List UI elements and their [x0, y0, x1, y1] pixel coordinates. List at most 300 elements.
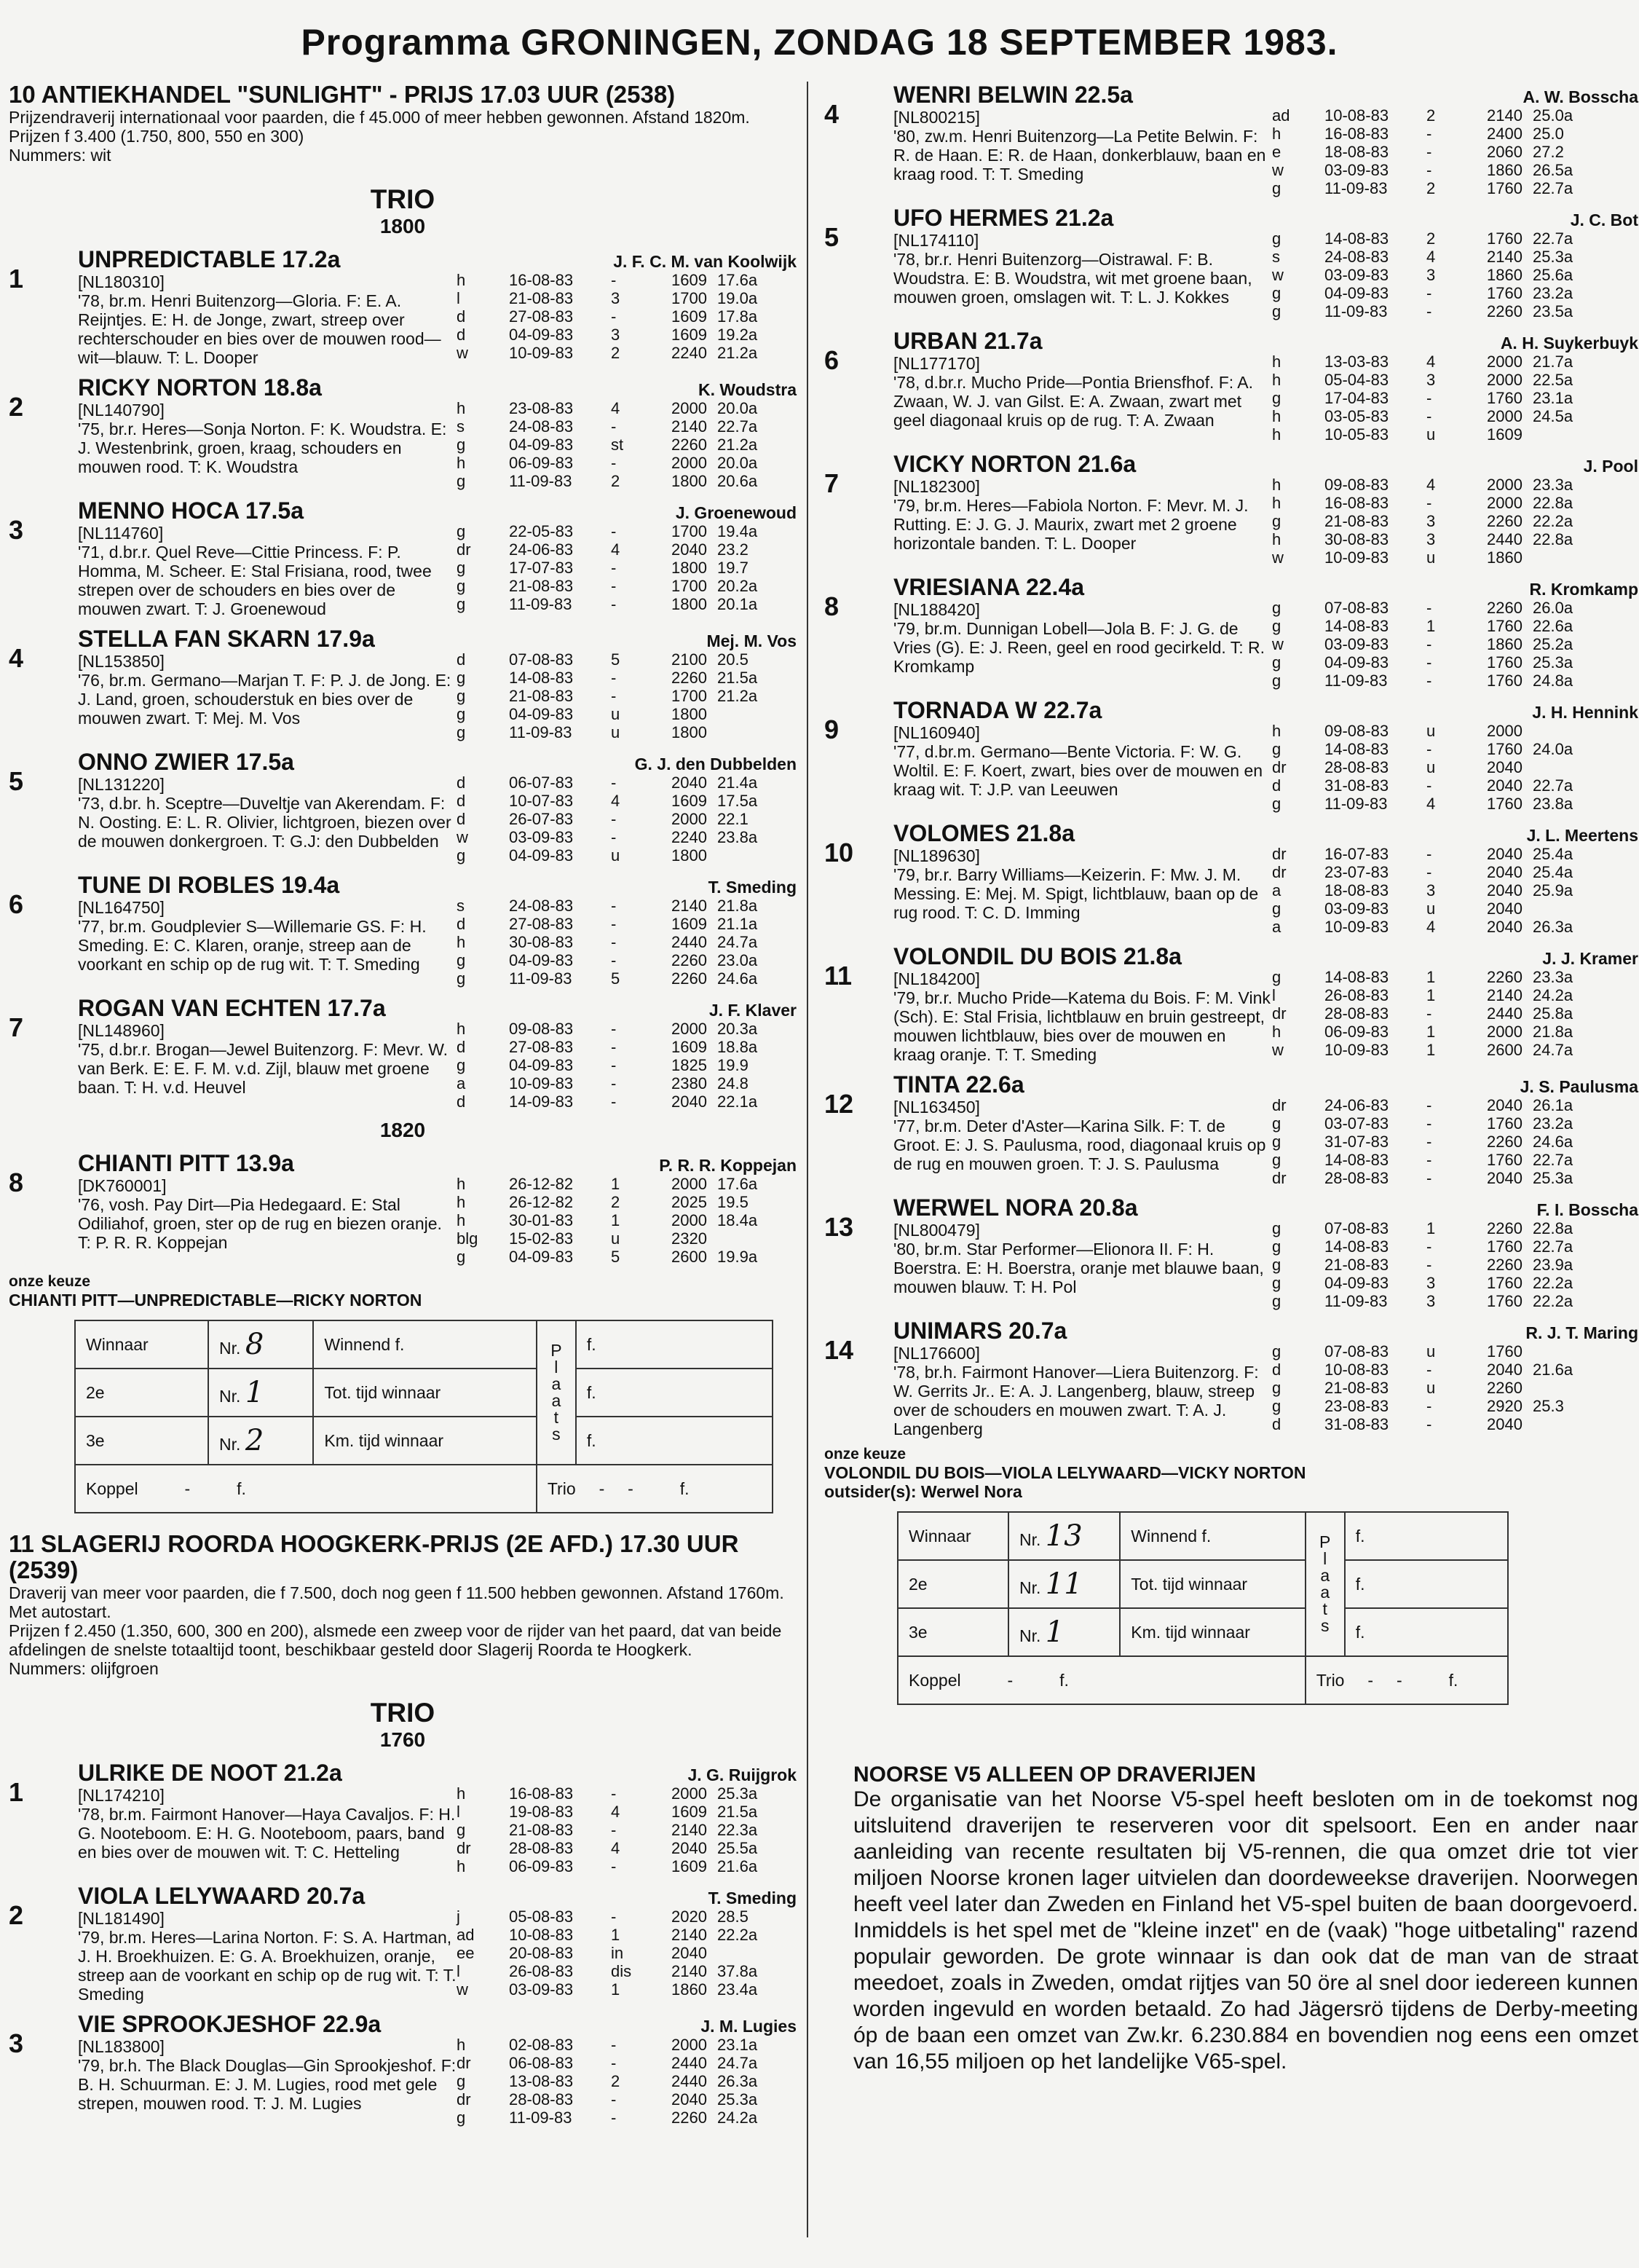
run-cell: -	[1426, 740, 1432, 758]
run-cell: 1	[611, 1926, 620, 1944]
run-cell: 10-09-83	[1324, 918, 1389, 936]
run-row	[457, 1944, 797, 1962]
run-cell: 3	[1426, 881, 1436, 899]
run-cell: 04-09-83	[509, 705, 574, 723]
run-cell: 26.1a	[1533, 1096, 1573, 1114]
page-title: Programma GRONINGEN, ZONDAG 18 SEPTEMBER 1983.	[301, 22, 1338, 63]
horse-trainer: P. R. R. Koppejan	[659, 1156, 797, 1175]
run-cell: -	[611, 1907, 617, 1926]
run-cell: 21.4a	[717, 773, 758, 792]
run-cell: -	[1426, 1151, 1432, 1169]
run-cell: 2920	[1487, 1397, 1523, 1415]
horse-number: 4	[9, 643, 24, 673]
run-cell: 06-09-83	[509, 1857, 574, 1875]
run-cell: 20-08-83	[509, 1944, 574, 1962]
horse-code: [NL148960]	[78, 1021, 165, 1040]
horse-body	[78, 995, 797, 1111]
horse-body	[78, 2011, 797, 2127]
run-cell: 26-07-83	[509, 810, 574, 828]
run-cell: 23.8a	[1533, 795, 1573, 813]
run-cell: 20.1a	[717, 595, 758, 613]
run-row	[457, 1074, 797, 1092]
run-cell: 23.9a	[1533, 1256, 1573, 1274]
run-cell: 1825	[671, 1056, 707, 1074]
run-cell: 2040	[671, 1092, 707, 1111]
run-cell: 4	[1426, 795, 1436, 813]
horse-number: 2	[9, 1900, 24, 1930]
run-row	[457, 595, 797, 613]
run-cell: 2260	[1487, 1219, 1523, 1237]
run-cell: 1	[1426, 986, 1436, 1004]
run-cell: -	[1426, 407, 1432, 425]
run-cell: g	[457, 472, 466, 490]
horse-code: [NL177170]	[893, 354, 980, 373]
horse-trainer: J. C. Bot	[1570, 210, 1638, 229]
run-cell: g	[1272, 617, 1281, 635]
run-cell: 26.3a	[717, 2072, 758, 2090]
horse-entry	[9, 497, 797, 618]
horse-body	[78, 626, 797, 741]
result-row	[75, 1320, 773, 1369]
handwritten-number: 11	[1045, 1567, 1083, 1601]
run-cell: 22.2a	[1533, 1292, 1573, 1310]
result-field-label: Tot. tijd winnaar	[313, 1369, 536, 1417]
run-cell: -	[1426, 161, 1432, 179]
horse-form	[1272, 451, 1638, 567]
run-cell: g	[1272, 284, 1281, 302]
run-cell: h	[457, 271, 466, 289]
horse-name: WENRI BELWIN 22.5a	[893, 82, 1133, 108]
run-cell: 02-08-83	[509, 2036, 574, 2054]
run-cell: 05-08-83	[509, 1907, 574, 1926]
run-cell: 09-08-83	[509, 1020, 574, 1038]
run-cell: -	[611, 897, 617, 915]
run-cell: 23.0a	[717, 951, 758, 969]
run-cell: 1760	[1487, 229, 1523, 248]
horse-body	[893, 451, 1638, 567]
plaats-letter: l	[554, 1358, 558, 1377]
run-row	[1272, 371, 1638, 389]
run-cell: 24.8a	[1533, 672, 1573, 690]
horse-form	[1272, 328, 1638, 444]
description-line: Prijzen f 3.400 (1.750, 800, 550 en 300)	[9, 127, 304, 146]
run-cell: 1860	[1487, 635, 1523, 653]
run-cell: 21-08-83	[509, 1821, 574, 1839]
run-cell: 14-09-83	[509, 1092, 574, 1111]
run-cell: g	[1272, 795, 1281, 813]
run-cell: h	[457, 399, 466, 417]
run-cell: 16-08-83	[1324, 494, 1389, 512]
run-cell: 2440	[1487, 530, 1523, 548]
horse-info	[78, 246, 457, 367]
handwritten-number: 8	[245, 1328, 264, 1361]
horse-entry	[9, 246, 797, 367]
run-cell: -	[611, 1056, 617, 1074]
horse-info	[893, 1071, 1272, 1187]
run-cell: 03-07-83	[1324, 1114, 1389, 1133]
run-cell: 1700	[671, 577, 707, 595]
run-row	[1272, 1342, 1638, 1361]
run-cell: 20.0a	[717, 454, 758, 472]
horse-trainer: J. J. Kramer	[1542, 949, 1638, 968]
run-cell: 2025	[671, 1193, 707, 1211]
run-cell: dr	[1272, 845, 1287, 863]
run-cell	[1523, 1342, 1638, 1361]
horse-number: 6	[824, 345, 840, 375]
horse-entry	[824, 1194, 1638, 1310]
run-cell: d	[1272, 1361, 1281, 1379]
left-column	[9, 82, 797, 2134]
horse-entry	[9, 1883, 797, 2004]
run-cell: 1	[1426, 968, 1436, 986]
run-cell: -	[1426, 653, 1432, 672]
run-cell: 2040	[1487, 845, 1523, 863]
run-cell: a	[1272, 881, 1281, 899]
recent-runs-table	[457, 271, 797, 362]
run-cell: 2000	[1487, 494, 1523, 512]
run-cell: 1800	[671, 472, 707, 490]
run-row	[1272, 617, 1638, 635]
run-cell: 22.7a	[1533, 1237, 1573, 1256]
run-cell: h	[1272, 407, 1281, 425]
run-row	[1272, 653, 1638, 672]
run-row	[457, 436, 797, 454]
run-cell: 06-08-83	[509, 2054, 574, 2072]
run-cell: g	[1272, 653, 1281, 672]
run-cell: 09-08-83	[1324, 476, 1389, 494]
run-cell: 1760	[1487, 1292, 1523, 1310]
horse-trainer: T. Smeding	[708, 1889, 797, 1907]
run-row	[1272, 1237, 1638, 1256]
run-cell: 11-09-83	[509, 472, 572, 490]
run-cell: 20.0a	[717, 399, 758, 417]
run-row	[1272, 284, 1638, 302]
horse-description: '77, br.m. Deter d'Aster—Karina Silk. F: T. de Groot. E: J. S. Paulusma, rood, diagonaal kruis op de rug en mouwen groen. T: J. S. Paulusma	[893, 1117, 1266, 1173]
run-cell: 4	[1426, 476, 1436, 494]
horse-trainer: J. S. Paulusma	[1520, 1077, 1638, 1096]
run-cell: 11-09-83	[1324, 795, 1388, 813]
horse-info	[78, 1760, 457, 1875]
run-cell: 06-09-83	[509, 454, 574, 472]
handwritten-number: 2	[245, 1424, 264, 1457]
run-cell: 23.3a	[1533, 476, 1573, 494]
horse-number: 8	[9, 1168, 24, 1197]
run-cell: 26.3a	[1533, 918, 1573, 936]
run-cell: -	[1426, 1096, 1432, 1114]
horse-name: VOLONDIL DU BOIS 21.8a	[893, 943, 1182, 969]
run-cell: -	[1426, 1004, 1432, 1023]
run-cell: 21.8a	[1533, 1023, 1573, 1041]
run-cell: 2140	[671, 1926, 707, 1944]
run-cell: 1800	[671, 723, 707, 741]
run-cell: 2380	[671, 1074, 707, 1092]
run-row	[457, 933, 797, 951]
run-cell: w	[457, 828, 468, 846]
run-cell	[1523, 899, 1638, 918]
run-cell: 11-09-83	[509, 969, 572, 988]
run-cell: g	[457, 846, 466, 865]
run-row	[1272, 918, 1638, 936]
run-cell: 26-12-82	[509, 1175, 574, 1193]
run-cell: -	[611, 828, 617, 846]
run-cell: g	[1272, 1256, 1281, 1274]
run-cell: 24.6a	[1533, 1133, 1573, 1151]
run-cell: 21-08-83	[1324, 1256, 1389, 1274]
run-cell: 25.5a	[717, 1839, 758, 1857]
run-cell: ad	[457, 1926, 475, 1944]
run-cell: w	[1272, 266, 1284, 284]
run-cell: g	[1272, 599, 1281, 617]
result-number-cell	[1008, 1560, 1120, 1608]
run-cell: 3	[611, 326, 620, 344]
horse-entry	[9, 872, 797, 988]
run-cell: h	[457, 1857, 466, 1875]
horse-code: [NL114760]	[78, 524, 164, 543]
plaats-letter: a	[551, 1374, 561, 1393]
run-cell: 23.5a	[1533, 302, 1573, 320]
horse-entry	[824, 1071, 1638, 1187]
run-cell	[1523, 758, 1638, 776]
horse-info	[893, 205, 1272, 320]
horse-body	[893, 82, 1638, 197]
run-cell: 09-08-83	[1324, 722, 1389, 740]
horse-trainer: J. Pool	[1583, 457, 1638, 476]
run-cell: w	[1272, 635, 1284, 653]
run-cell: 5	[611, 650, 620, 669]
run-row	[457, 1193, 797, 1211]
run-cell: 2240	[671, 344, 707, 362]
run-cell: 24-08-83	[509, 417, 574, 436]
run-cell: -	[611, 915, 617, 933]
result-field-label: Winnend f.	[313, 1320, 536, 1369]
result-field-label: Tot. tijd winnaar	[1120, 1560, 1305, 1608]
run-cell: -	[1426, 1169, 1432, 1187]
run-cell: d	[457, 810, 466, 828]
run-cell: 3	[1426, 530, 1436, 548]
recent-runs-table	[1272, 599, 1638, 690]
result-number-cell	[208, 1417, 313, 1465]
run-cell: 19.9a	[717, 1248, 758, 1266]
run-cell: 25.4a	[1533, 845, 1573, 863]
run-cell: 2000	[671, 399, 707, 417]
run-row	[1272, 161, 1638, 179]
horse-code: [NL188420]	[893, 600, 980, 619]
horse-description: '78, br.r. Henri Buitenzorg—Oistrawal. F: B. Woudstra. E: B. Woudstra, wit met groene baan, mouwen groen, omslagen wit. T: L. J. Kokkes	[893, 250, 1252, 307]
horse-name: UFO HERMES 21.2a	[893, 205, 1114, 231]
horse-form	[1272, 1318, 1638, 1438]
horse-entry	[824, 205, 1638, 320]
run-cell: 27-08-83	[509, 1038, 574, 1056]
run-cell: 21.5a	[717, 669, 758, 687]
plaats-letter: t	[553, 1408, 559, 1427]
run-cell: 04-09-83	[509, 846, 574, 865]
horse-entry	[9, 374, 797, 490]
run-cell: g	[1272, 1219, 1281, 1237]
run-row	[457, 399, 797, 417]
run-cell: h	[1272, 353, 1281, 371]
run-cell: 3	[1426, 266, 1436, 284]
run-cell: 2040	[1487, 918, 1523, 936]
run-cell: 14-08-83	[1324, 1237, 1389, 1256]
horse-entry	[824, 820, 1638, 936]
horse-name: ROGAN VAN ECHTEN 17.7a	[78, 995, 386, 1021]
run-cell: g	[457, 577, 466, 595]
run-cell: 10-09-83	[1324, 1041, 1389, 1059]
horse-form	[457, 374, 797, 490]
run-cell: ee	[457, 1944, 475, 1962]
run-cell: 22.8a	[1533, 1219, 1573, 1237]
race-heading: 11 SLAGERIJ ROORDA HOOGKERK-PRIJS (2E AFD.) 17.30 UUR (2539)	[9, 1530, 739, 1583]
horse-info	[78, 374, 457, 490]
run-cell: 19.5	[717, 1193, 749, 1211]
run-cell: 2000	[671, 1175, 707, 1193]
run-cell: 24-06-83	[509, 540, 574, 559]
run-row	[1272, 899, 1638, 918]
recent-runs-table	[457, 773, 797, 865]
horse-body	[78, 1760, 797, 1875]
run-cell: 31-08-83	[1324, 1415, 1389, 1433]
run-cell: 2	[1426, 106, 1436, 125]
run-row	[457, 687, 797, 705]
run-cell: h	[1272, 722, 1281, 740]
horse-body	[78, 497, 797, 618]
run-row	[1272, 476, 1638, 494]
horse-trainer: J. G. Ruijgrok	[687, 1765, 797, 1784]
run-cell: 22.3a	[717, 1821, 758, 1839]
run-cell: d	[457, 773, 466, 792]
run-cell: 18-08-83	[1324, 881, 1389, 899]
run-cell: -	[611, 307, 617, 326]
run-cell	[1523, 1415, 1638, 1433]
run-cell: 2040	[1487, 881, 1523, 899]
horse-trainer: J. F. C. M. van Koolwijk	[613, 252, 797, 271]
run-row	[1272, 795, 1638, 813]
run-cell: 23-08-83	[509, 399, 574, 417]
run-row	[457, 522, 797, 540]
run-cell: g	[457, 522, 466, 540]
run-cell: 03-09-83	[509, 1980, 574, 1999]
run-cell: -	[611, 810, 617, 828]
run-row	[457, 1092, 797, 1111]
run-cell: 2260	[1487, 599, 1523, 617]
run-cell: -	[611, 2090, 617, 2108]
description-line: Nummers: wit	[9, 146, 111, 165]
recent-runs-table	[457, 399, 797, 490]
run-cell: l	[1272, 986, 1276, 1004]
run-cell: 1800	[671, 705, 707, 723]
run-row	[1272, 143, 1638, 161]
run-cell: 1	[1426, 1023, 1436, 1041]
run-cell: 1760	[1487, 284, 1523, 302]
run-row	[1272, 599, 1638, 617]
run-cell: 03-09-83	[1324, 635, 1389, 653]
run-cell: 2000	[1487, 371, 1523, 389]
recent-runs-table	[1272, 722, 1638, 813]
run-row	[1272, 494, 1638, 512]
result-place: 3e	[75, 1417, 208, 1465]
run-cell: -	[611, 522, 617, 540]
description-line: Draverij van meer voor paarden, die f 7.500, doch nog geen f 11.500 hebben gewonnen. Afstand 1760m. Met autostart.	[9, 1583, 784, 1621]
run-cell: 3	[1426, 371, 1436, 389]
horse-name: CHIANTI PITT 13.9a	[78, 1150, 294, 1176]
run-cell: 4	[611, 1803, 620, 1821]
run-cell: 1609	[671, 1803, 707, 1821]
run-cell: 26.5a	[1533, 161, 1573, 179]
run-cell: a	[457, 1074, 466, 1092]
run-cell: 2140	[1487, 106, 1523, 125]
result-row	[898, 1608, 1508, 1656]
horse-trainer: A. H. Suykerbuyk	[1500, 334, 1638, 353]
run-cell: 2260	[671, 669, 707, 687]
run-cell: d	[457, 307, 466, 326]
horse-trainer: A. W. Bosscha	[1523, 87, 1638, 106]
run-cell: -	[611, 1020, 617, 1038]
result-number-cell	[208, 1320, 313, 1369]
horse-info	[78, 995, 457, 1111]
run-row	[1272, 881, 1638, 899]
run-cell: 22.6a	[1533, 617, 1573, 635]
run-cell: 5	[611, 969, 620, 988]
run-cell: -	[611, 2054, 617, 2072]
run-cell: 1609	[1487, 425, 1523, 444]
run-cell: h	[1272, 125, 1281, 143]
run-cell: 10-09-83	[1324, 548, 1389, 567]
race-heading: 10 ANTIEKHANDEL "SUNLIGHT" - PRIJS 17.03 UUR (2538)	[9, 81, 676, 108]
run-cell: -	[611, 687, 617, 705]
run-cell: 17.5a	[717, 792, 758, 810]
run-row	[1272, 758, 1638, 776]
run-cell: 1860	[1487, 266, 1523, 284]
recent-runs-table	[457, 1907, 797, 1999]
run-cell: 28-08-83	[1324, 758, 1389, 776]
run-row	[1272, 548, 1638, 567]
run-cell: 1	[1426, 617, 1436, 635]
run-cell: w	[1272, 1041, 1284, 1059]
run-cell: -	[1426, 1237, 1432, 1256]
run-cell: 2000	[671, 810, 707, 828]
run-cell: g	[457, 951, 466, 969]
run-cell: 4	[611, 540, 620, 559]
run-cell: 1760	[1487, 1237, 1523, 1256]
run-cell: 17.8a	[717, 307, 758, 326]
run-cell: 2140	[671, 1821, 707, 1839]
run-row	[457, 1926, 797, 1944]
run-row	[457, 723, 797, 741]
run-cell: 2260	[671, 969, 707, 988]
right-column	[824, 82, 1638, 2075]
horse-number: 9	[824, 714, 840, 744]
run-row	[1272, 1361, 1638, 1379]
run-cell: w	[457, 344, 468, 362]
horse-code: [NL180310]	[78, 272, 165, 291]
run-row	[457, 271, 797, 289]
run-cell: 26-08-83	[509, 1962, 574, 1980]
trio-heading: TRIO	[370, 1698, 435, 1728]
run-cell: 2040	[671, 1839, 707, 1857]
result-number-cell	[208, 1369, 313, 1417]
run-row	[1272, 635, 1638, 653]
run-cell: 25.8a	[1533, 1004, 1573, 1023]
run-cell: 4	[611, 792, 620, 810]
horse-number: 10	[824, 838, 854, 867]
run-cell: h	[1272, 371, 1281, 389]
horse-description: '79, br.h. The Black Douglas—Gin Sprookjeshof. F: B. H. Schuurman. E: J. M. Lugies, rood met gele strepen, mouwen rood. T: J. M. Lugies	[78, 2056, 457, 2113]
run-cell: 03-09-83	[509, 828, 574, 846]
race-description	[9, 108, 797, 165]
run-cell: h	[1272, 1023, 1281, 1041]
horse-info	[893, 82, 1272, 197]
horse-info	[893, 574, 1272, 690]
